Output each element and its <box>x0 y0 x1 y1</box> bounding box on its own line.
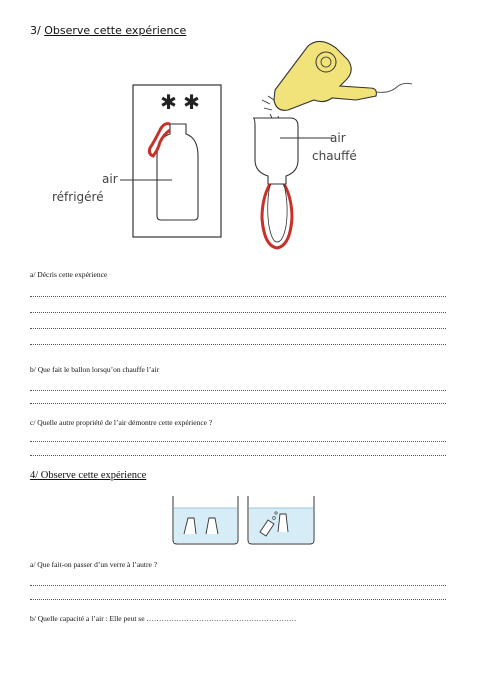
question-3b: b/ Que fait le ballon lorsqu’on chauffe l’air <box>30 365 160 374</box>
section4-heading <box>30 470 146 481</box>
section3-number: 3/ <box>30 24 41 37</box>
answer-line <box>30 344 446 346</box>
inflated-balloon <box>262 184 292 248</box>
glass-transfer-illustration <box>170 494 318 546</box>
answer-line <box>30 585 446 587</box>
freezer-stars: ✱ ✱ <box>160 90 200 114</box>
cold-label-refrigere: réfrigéré <box>52 190 104 204</box>
question-4a: a/ Que fait-on passer d’un verre à l’autre ? <box>30 560 158 569</box>
answer-line <box>30 455 446 457</box>
question-3c: c/ Quelle autre propriété de l’air démontre cette expérience ? <box>30 418 213 427</box>
hot-bottle <box>253 118 298 184</box>
section3-heading <box>30 24 186 37</box>
answer-line <box>30 599 446 601</box>
hot-label-chauffe: chauffé <box>312 149 357 163</box>
experiment-illustration <box>40 38 440 260</box>
hair-dryer-drawing <box>262 41 412 122</box>
answer-line <box>30 328 446 330</box>
freezer-drawing <box>120 85 221 237</box>
section4-title: 4/ Observe cette expérience <box>30 470 147 481</box>
question-4b: b/ Quelle capacité a l’air : Elle peut se …………………………………………………… <box>30 614 297 623</box>
answer-line <box>30 403 446 405</box>
right-water-tank <box>248 496 314 544</box>
answer-line <box>30 296 446 298</box>
hot-label-air: air <box>330 131 346 145</box>
section3-title: Observe cette expérience <box>44 24 187 37</box>
answer-line <box>30 312 446 314</box>
answer-line <box>30 441 446 443</box>
question-3a: a/ Décris cette expérience <box>30 270 108 279</box>
answer-line <box>30 390 446 392</box>
left-water-tank <box>173 496 238 544</box>
cold-label-air: air <box>102 172 118 186</box>
